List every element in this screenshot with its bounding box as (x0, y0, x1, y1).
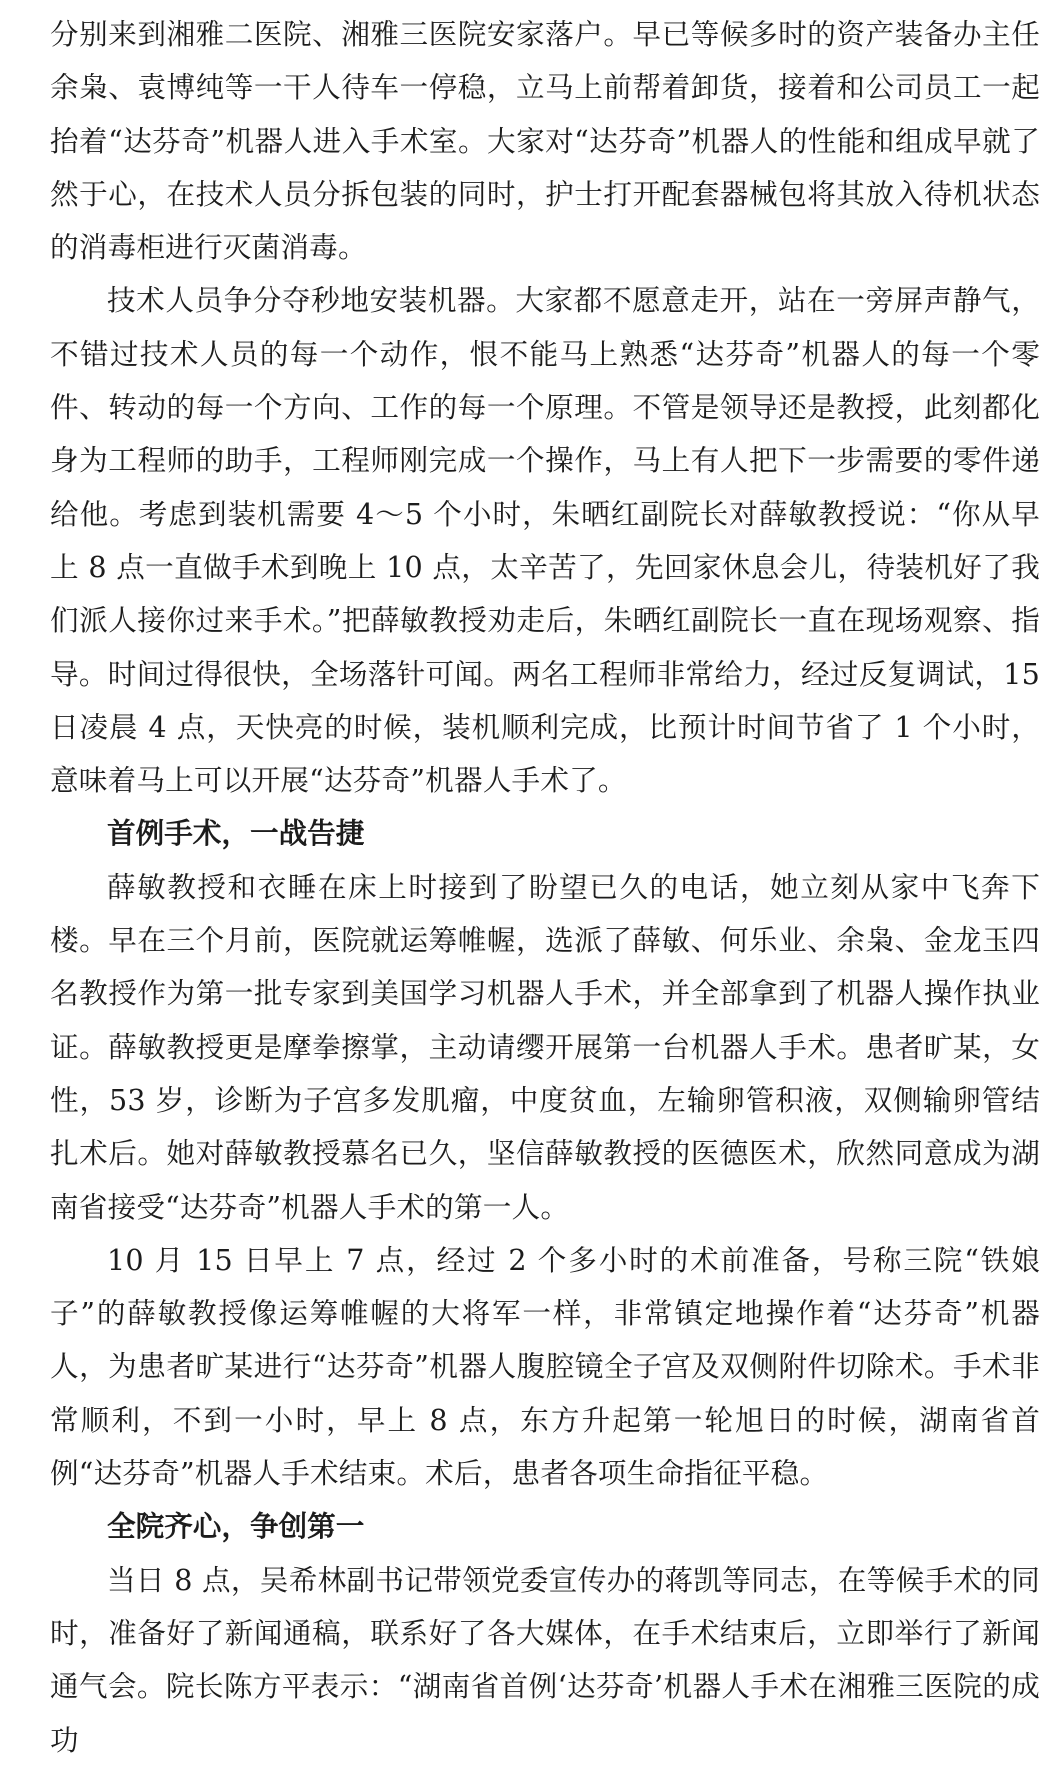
section-heading-first-surgery: 首例手术，一战告捷 (107, 816, 365, 851)
paragraph-press-conference: 当日 8 点，吴希林副书记带领党委宣传办的蒋凯等同志，在等候手术的同时，准备好了新闻通稿，联系好了各大媒体，在手术结束后，立即举行了新闻通气会。院长陈方平表示：“湖南省首例‘达芬奇’机器人手术在湘雅三医院的成功 (50, 1562, 1040, 1757)
document-page (50, 8, 1040, 1767)
paragraph-professor-xue: 薛敏教授和衣睡在床上时接到了盼望已久的电话，她立刻从家中飞奔下楼。早在三个月前，医院就运筹帷幄，选派了薛敏、何乐业、余枭、金龙玉四名教授作为第一批专家到美国学习机器人手术，并全部拿到了机器人操作执业证。薛敏教授更是摩拳擦掌，主动请缨开展第一台机器人手术。患者旷某，女性，53 岁，诊断为子宫多发肌瘤，中度贫血，左输卵管积液，双侧输卵管结扎术后。她对薛敏教授慕名已久，坚信薛敏教授的医德医术，欣然同意成为湖南省接受“达芬奇”机器人手术的第一人。 (50, 869, 1040, 1224)
paragraph-installation: 技术人员争分夺秒地安装机器。大家都不愿意走开，站在一旁屏声静气，不错过技术人员的每一个动作，恨不能马上熟悉“达芬奇”机器人的每一个零件、转动的每一个方向、工作的每一个原理。不管是领导还是教授，此刻都化身为工程师的助手，工程师刚完成一个操作，马上有人把下一步需要的零件递给他。考虑到装机需要 4～5 个小时，朱晒红副院长对薛敏教授说：“你从早上 8 点一直做手术到晚上 10 点，太辛苦了，先回家休息会儿，待装机好了我们派人接你过来手术。”把薛敏教授劝走后，朱晒红副院长一直在现场观察、指导。时间过得很快，全场落针可闻。两名工程师非常给力，经过反复调试，15 日凌晨 4 点，天快亮的时候，装机顺利完成，比预计时间节省了 1 个小时，意味着马上可以开展“达芬奇”机器人手术了。 (50, 283, 1040, 798)
paragraph-surgery-day: 10 月 15 日早上 7 点，经过 2 个多小时的术前准备，号称三院“铁娘子”的薛敏教授像运筹帷幄的大将军一样，非常镇定地操作着“达芬奇”机器人，为患者旷某进行“达芬奇”机器人腹腔镜全子宫及双侧附件切除术。手术非常顺利，不到一小时，早上 8 点，东方升起第一轮旭日的时候，湖南省首例“达芬奇”机器人手术结束。术后，患者各项生命指征平稳。 (50, 1242, 1040, 1491)
paragraph-continued: 分别来到湘雅二医院、湘雅三医院安家落户。早已等候多时的资产装备办主任余枭、袁博纯等一干人待车一停稳，立马上前帮着卸货，接着和公司员工一起抬着“达芬奇”机器人进入手术室。大家对“达芬奇”机器人的性能和组成早就了然于心，在技术人员分拆包装的同时，护士打开配套器械包将其放入待机状态的消毒柜进行灭菌消毒。 (50, 17, 1040, 265)
section-heading-hospital-unity: 全院齐心，争创第一 (107, 1509, 365, 1544)
